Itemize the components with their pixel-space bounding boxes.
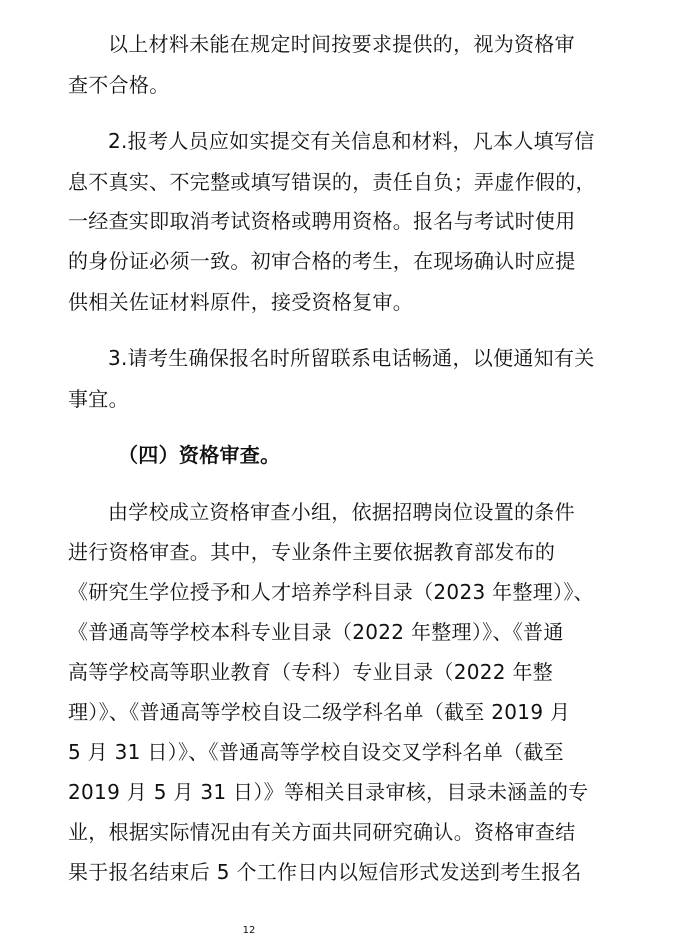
paragraph-line: 3.请考生确保报名时所留联系电话畅通，以便通知有关 [108,346,595,370]
paragraph-line: 2.报考人员应如实提交有关信息和材料，凡本人填写信 [108,129,595,153]
paragraph-line: 《普通高等学校本科专业目录（2022 年整理）》、《普通 [68,620,564,644]
paragraph-line: 息不真实、不完整或填写错误的，责任自负；弄虚作假的， [68,170,596,194]
paragraph-line: 果于报名结束后 5 个工作日内以短信形式发送到考生报名 [68,860,582,884]
paragraph-line: 事宜。 [68,387,129,411]
paragraph-line: 业，根据实际情况由有关方面共同研究确认。资格审查结 [68,820,576,844]
paragraph-line: 《研究生学位授予和人才培养学科目录（2023 年整理）》、 [68,580,594,604]
paragraph-line: 查不合格。 [68,73,170,97]
paragraph-line: 进行资格审查。其中，专业条件主要依据教育部发布的 [68,540,556,564]
paragraph-line: 高等学校高等职业教育（专科）专业目录（2022 年整 [68,660,554,684]
paragraph-line: 2019 月 5 月 31 日）》等相关目录审核，目录未涵盖的专 [68,780,589,804]
section-heading: （四）资格审查。 [118,443,281,467]
paragraph-line: 理）》、《普通高等学校自设二级学科名单（截至 2019 月 [68,700,571,724]
paragraph-line: 5 月 31 日）》、《普通高等学校自设交叉学科名单（截至 [68,740,564,764]
paragraph-line: 的身份证必须一致。初审合格的考生，在现场确认时应提 [68,249,576,273]
paragraph-line: 一经查实即取消考试资格或聘用资格。报名与考试时使用 [68,209,576,233]
page-number: 12 [242,925,256,936]
paragraph-line: 供相关佐证材料原件，接受资格复审。 [68,290,414,314]
paragraph-line: 由学校成立资格审查小组，依据招聘岗位设置的条件 [108,500,575,524]
paragraph-line: 以上材料未能在规定时间按要求提供的，视为资格审 [108,32,575,56]
